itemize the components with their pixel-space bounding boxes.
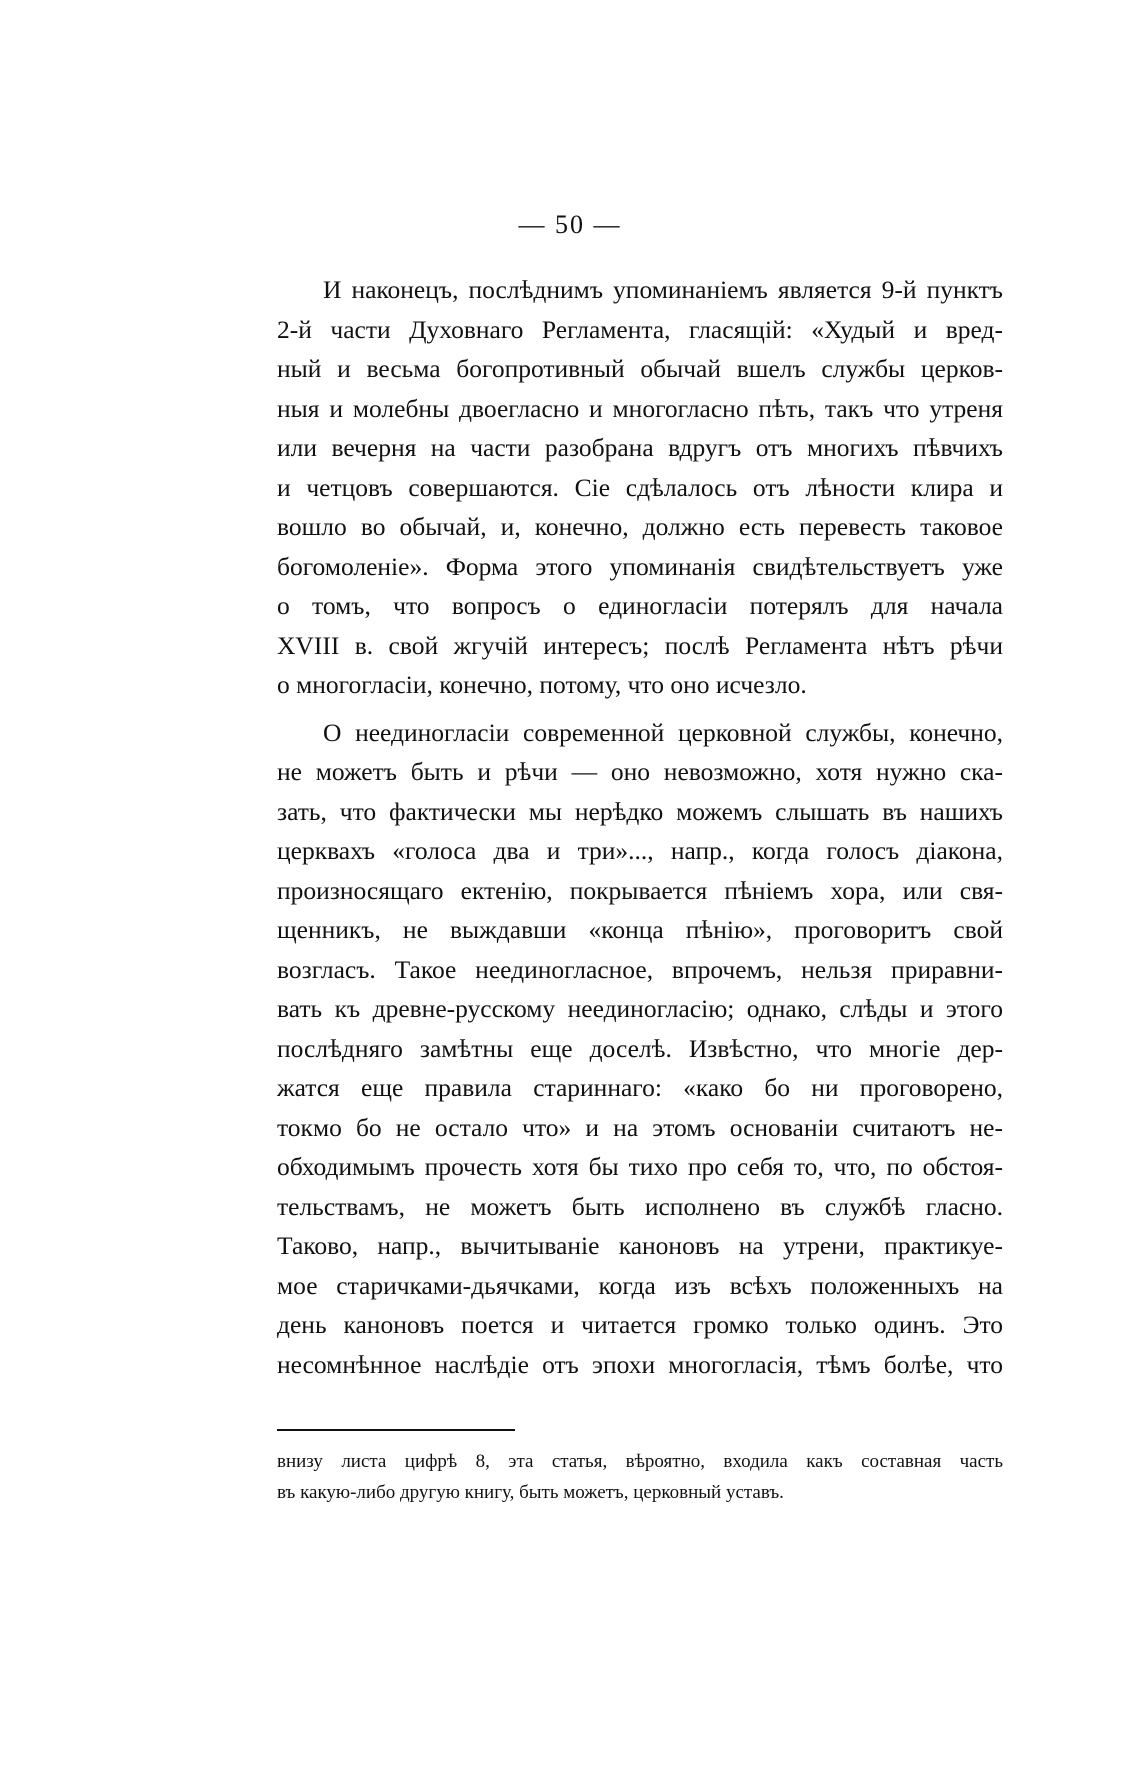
page-number: — 50 — <box>518 210 622 239</box>
text-line: И наконецъ, послѣднимъ упоминаніемъ является 9-й пунктъ <box>323 275 1003 304</box>
text-line: о многогласіи, конечно, потому, что оно исчезло. <box>277 670 807 699</box>
text-line: произносящаго ектенію, покрывается пѣніемъ хора, или свя- <box>277 875 1003 905</box>
footnote-divider <box>277 1429 515 1431</box>
text-line: токмо бо не остало что» и на этомъ основаніи считаютъ не- <box>277 1112 1003 1142</box>
text-line: вать къ древне-русскому неединогласію; однако, слѣды и этого <box>277 994 1003 1023</box>
text-line: богомоленіе». Форма этого упоминанія свидѣтельствуетъ уже <box>277 551 1003 581</box>
text-line: зать, что фактически мы нерѣдко можемъ слышать въ нашихъ <box>277 796 1003 826</box>
text-line: о томъ, что вопросъ о единогласіи потерялъ для начала <box>277 591 1003 620</box>
text-line: обходимымъ прочесть хотя бы тихо про себя то, что, по обстоя- <box>277 1152 1003 1181</box>
text-line: не можетъ быть и рѣчи — оно невозможно, хотя нужно ска- <box>277 757 1003 786</box>
text-line: день каноновъ поется и читается громко только одинъ. Это <box>277 1310 1003 1339</box>
text-line: жатся еще правила стариннаго: «како бо ни проговорено, <box>277 1073 1003 1102</box>
body-text <box>277 270 1003 1384</box>
text-line: ныя и молебны двоегласно и многогласно пѣть, такъ что утреня <box>277 393 1003 423</box>
text-line: возгласъ. Такое неединогласное, впрочемъ, нельзя приравни- <box>277 954 1003 984</box>
text-line: тельствамъ, не можетъ быть исполнено въ службѣ гласно. <box>277 1191 1003 1221</box>
footnote-line: внизу листа цифрѣ 8, эта статья, вѣроятно, входила какъ составная часть <box>277 1451 1003 1472</box>
paragraph-gap <box>277 705 1003 713</box>
text-line: 2-й части Духовнаго Регламента, гласящій: «Худый и вред- <box>277 314 1003 344</box>
text-line: и четцовъ совершаются. Сіе сдѣлалось отъ лѣности клира и <box>277 472 1003 502</box>
text-line: мое старичками-дьячками, когда изъ всѣхъ положенныхъ на <box>277 1270 1003 1300</box>
text-line: Таково, напр., вычитываніе каноновъ на утрени, практикуе- <box>277 1231 1003 1260</box>
footnote-line: въ какую-либо другую книгу, быть можетъ, церковный уставъ. <box>277 1482 784 1503</box>
text-line: ный и весьма богопротивный обычай вшелъ службы церков- <box>277 354 1003 383</box>
text-line: вошло во обычай, и, конечно, должно есть перевесть таковое <box>277 512 1003 541</box>
text-line: или вечерня на части разобрана вдругъ отъ многихъ пѣвчихъ <box>277 433 1003 462</box>
text-line: XVIII в. свой жгучій интересъ; послѣ Регламента нѣтъ рѣчи <box>277 630 1003 660</box>
paragraph-2 <box>277 713 1003 1385</box>
text-line: щенникъ, не выждавши «конца пѣнію», проговоритъ свой <box>277 915 1003 944</box>
paragraph-1 <box>277 270 1003 705</box>
footnote <box>277 1446 1003 1508</box>
text-line: послѣдняго замѣтны еще доселѣ. Извѣстно, что многіе дер- <box>277 1033 1003 1063</box>
text-line: несомнѣнное наслѣдіе отъ эпохи многогласія, тѣмъ болѣе, что <box>277 1349 1003 1379</box>
text-line: О неединогласіи современной церковной службы, конечно, <box>323 717 1003 747</box>
text-line: церквахъ «голоса два и три»..., напр., когда голосъ діакона, <box>277 836 1003 865</box>
